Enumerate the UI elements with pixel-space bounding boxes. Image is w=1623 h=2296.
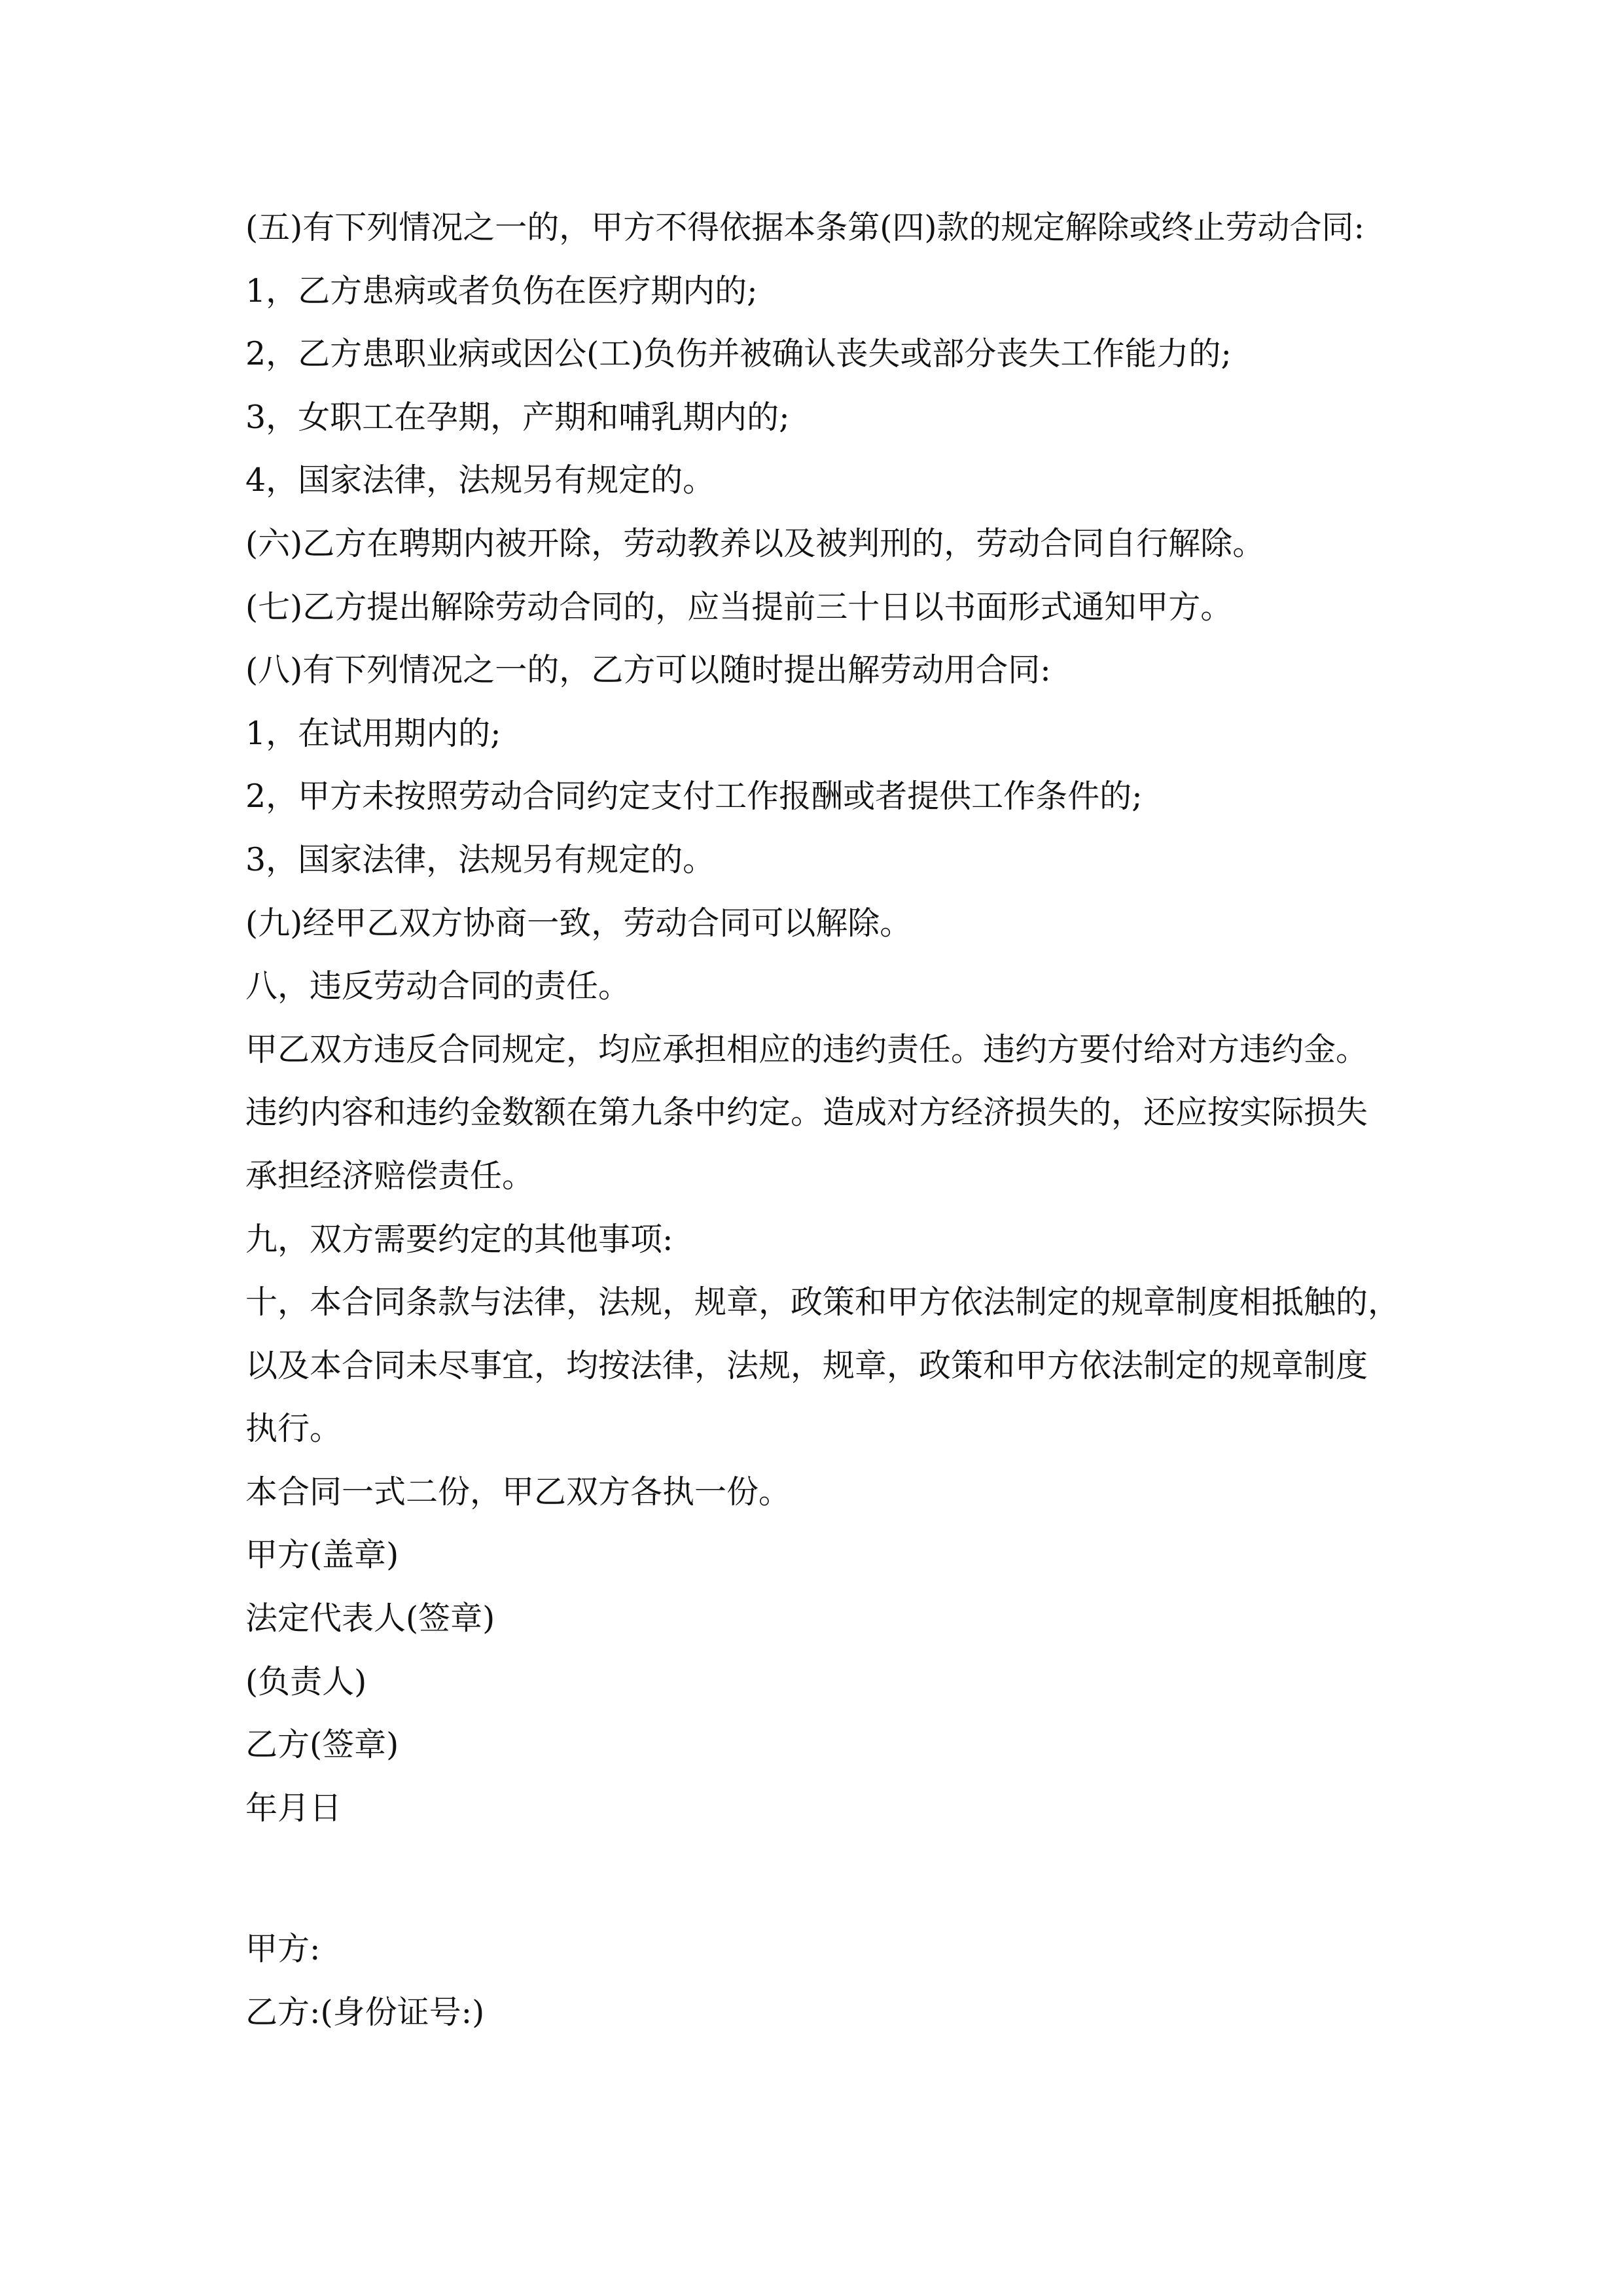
contract-body	[245, 196, 1417, 1840]
legal-representative-signature: 法定代表人(签章)	[245, 1600, 495, 1638]
party-info-footer	[245, 1918, 1417, 2044]
section-10-line-3: 执行。	[245, 1410, 342, 1448]
clause-6: (六)乙方在聘期内被开除，劳动教养以及被判刑的，劳动合同自行解除。	[245, 524, 1265, 562]
clause-5-heading: (五)有下列情况之一的，甲方不得依据本条第(四)款的规定解除或终止劳动合同:	[245, 209, 1364, 246]
clause-5-item-2: 2，乙方患职业病或因公(工)负伤并被确认丧失或部分丧失工作能力的;	[245, 335, 1232, 373]
clause-8-item-3: 3，国家法律，法规另有规定的。	[245, 840, 715, 878]
section-8-text-line-3: 承担经济赔偿责任。	[245, 1157, 535, 1194]
party-a-seal: 甲方(盖章)	[245, 1536, 399, 1574]
copies-statement: 本合同一式二份，甲乙双方各执一份。	[245, 1473, 791, 1511]
clause-9: (九)经甲乙双方协商一致，劳动合同可以解除。	[245, 904, 912, 942]
section-8-heading: 八，违反劳动合同的责任。	[245, 967, 631, 1005]
section-8-text-line-1: 甲乙双方违反合同规定，均应承担相应的违约责任。违约方要付给对方违约金。	[245, 1030, 1368, 1068]
section-10-line-1: 十，本合同条款与法律，法规，规章，政策和甲方依法制定的规章制度相抵触的，	[245, 1283, 1400, 1321]
footer-party-a: 甲方:	[245, 1930, 321, 1967]
person-in-charge: (负责人)	[245, 1662, 367, 1700]
footer-party-b: 乙方:(身份证号:)	[245, 1993, 485, 2031]
clause-5-item-3: 3，女职工在孕期，产期和哺乳期内的;	[245, 398, 790, 436]
clause-5-item-4: 4，国家法律，法规另有规定的。	[245, 461, 715, 499]
clause-8-heading: (八)有下列情况之一的，乙方可以随时提出解劳动用合同:	[245, 651, 1051, 689]
section-10-line-2: 以及本合同未尽事宜，均按法律，法规，规章，政策和甲方依法制定的规章制度	[245, 1346, 1368, 1384]
party-b-signature: 乙方(签章)	[245, 1726, 399, 1764]
clause-8-item-1: 1，在试用期内的;	[245, 714, 501, 752]
clause-5-item-1: 1，乙方患病或者负伤在医疗期内的;	[245, 272, 758, 310]
clause-7: (七)乙方提出解除劳动合同的，应当提前三十日以书面形式通知甲方。	[245, 588, 1233, 626]
date-line: 年月日	[245, 1789, 342, 1827]
section-8-text-line-2: 违约内容和违约金数额在第九条中约定。造成对方经济损失的，还应按实际损失	[245, 1094, 1368, 1132]
section-9-heading: 九，双方需要约定的其他事项:	[245, 1220, 673, 1258]
clause-8-item-2: 2，甲方未按照劳动合同约定支付工作报酬或者提供工作条件的;	[245, 778, 1143, 816]
